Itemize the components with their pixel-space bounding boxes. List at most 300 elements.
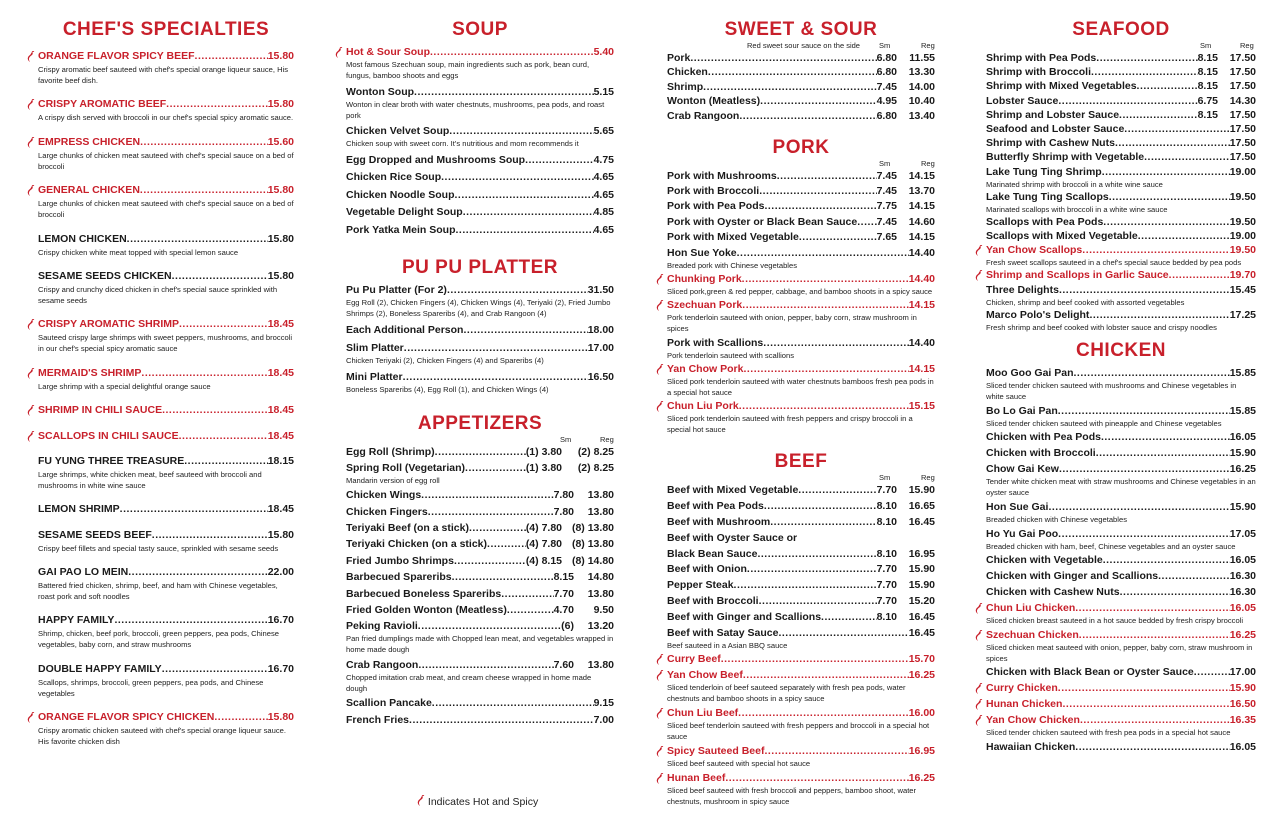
item-name: Each Additional Person [346,323,464,336]
dot-leader [525,153,593,167]
dot-leader [140,183,268,197]
soup-list [346,45,614,237]
item-line [986,243,1256,257]
dot-leader [1048,500,1229,514]
item-name: Pepper Steak [667,579,734,592]
dot-leader [179,317,268,331]
dot-leader [721,652,909,666]
menu-item [667,668,935,704]
item-name: DOUBLE HAPPY FAMILY [38,662,162,675]
chili-icon [974,269,983,281]
menu-item [346,521,614,535]
item-price-regular: 15.15 [908,400,935,413]
item-line [667,109,935,123]
item-name: Szechuan Pork [667,299,743,312]
dot-leader [501,587,553,601]
item-line [986,404,1256,418]
dot-leader [1119,108,1198,122]
menu-item [346,205,614,219]
chili-icon [655,745,664,757]
item-name: Hon Sue Gai [986,500,1049,513]
item-line [38,565,294,579]
dot-leader [179,429,268,443]
menu-item [667,499,935,513]
menu-item [667,594,935,608]
item-price: 17.00 [1229,666,1256,679]
item-price-regular: (2) 8.25 [577,445,614,458]
item-price-regular: 9.50 [593,604,614,617]
item-name: Lobster Sauce [986,94,1059,107]
item-name: Pu Pu Platter (For 2) [346,283,447,296]
item-name: MERMAID'S SHRIMP [38,366,142,379]
item-price-regular: 17.50 [1229,137,1256,150]
dot-leader [1059,462,1230,476]
item-price-small: (1) 3.80 [525,461,562,474]
dot-leader [447,283,588,297]
menu-item [986,136,1256,150]
item-line [667,298,935,312]
dot-leader [1109,190,1230,204]
item-price-regular: 13.70 [908,184,935,197]
dot-leader [1091,65,1198,79]
item-line [986,500,1256,514]
dot-leader [195,49,268,63]
menu-item [346,445,614,459]
item-line [346,205,614,219]
dot-leader [1059,283,1230,297]
menu-item [667,246,935,271]
item-line [986,65,1256,79]
item-line [986,665,1256,679]
chili-icon [974,698,983,710]
dot-leader [1158,569,1230,583]
item-name: Beef with Mixed Vegetable [667,484,799,497]
item-line [986,553,1256,567]
menu-item [38,502,294,516]
section-title-pupu: PU PU PLATTER [401,256,559,278]
item-description: Large chunks of chicken meat sauteed with chef's special sauce on a bed of broccoli [38,199,294,220]
item-line [986,94,1256,108]
item-name: Shrimp and Scallops in Garlic Sauce [986,269,1169,282]
menu-item [667,515,935,529]
item-description: Breaded chicken with ham, beef, Chinese vegetables and an oyster sauce [986,541,1236,551]
item-price: 15.90 [1229,682,1256,695]
item-description: Wonton in clear broth with water chestnuts, mushrooms, pea pods, and roast pork [346,99,605,120]
item-name: Chicken with Vegetable [986,554,1103,567]
menu-item [38,565,294,602]
item-description: Chicken Teriyaki (2), Chicken Fingers (4) and Spareribs (4) [346,355,544,365]
menu-item [667,610,935,624]
menu-item [38,403,294,417]
dot-leader [1120,585,1230,599]
item-price-regular: 14.15 [908,363,935,376]
menu-item [38,662,294,699]
item-description: Sliced tender chicken sauteed with mushrooms and Chinese vegetables in white sauce [986,380,1237,401]
item-line [667,246,935,260]
menu-item [38,613,294,650]
item-description: Sliced pork,green & red pepper, cabbage, and bamboo shoots in a spicy sauce [667,286,933,296]
item-description: Sliced chicken breast sauteed in a hot sauce bedded by fresh crispy broccoli [986,615,1244,625]
menu-item [986,308,1256,333]
reg-label: Reg [1240,41,1254,50]
item-name: Scallops with Pea Pods [986,215,1104,228]
chili-icon [26,367,35,379]
item-name: Lake Tung Ting Scallops [986,190,1109,203]
section-title-pork: PORK [772,136,830,158]
item-line [667,169,935,183]
menu-item [986,446,1256,460]
item-price-regular: 16.25 [908,669,935,682]
item-description: Sliced pork tenderloin sauteed with fresh peppers and crispy broccoli in a special hot sauce [667,414,913,435]
item-name: GENERAL CHICKEN [38,184,140,197]
item-line [346,85,614,99]
item-price-small: (6) [561,620,574,633]
item-price-small: 7.60 [553,658,574,671]
chili-icon [416,796,425,808]
sm-label: Sm [879,41,891,50]
legend-text: Indicates Hot and Spicy [427,796,539,808]
chili-icon [974,602,983,614]
pork-size-header [667,159,935,169]
menu-item [38,528,294,554]
item-price: 17.00 [587,341,614,354]
item-name: Hon Sue Yoke [667,246,737,259]
item-line [346,445,614,459]
section-title-seafood: SEAFOOD [1072,19,1170,40]
item-name: Peking Ravioli [346,620,418,633]
item-line [346,587,614,601]
item-line [346,461,614,475]
item-price-small: 8.10 [876,500,897,513]
dot-leader [763,336,908,350]
item-description: Sliced tenderloin of beef sauteed separately with fresh pea pods, water chestnuts and bamboo shoots in a spicy sauce [667,683,906,704]
item-price-small: 6.75 [1197,94,1218,107]
item-line [986,150,1256,164]
dot-leader [764,199,876,213]
dot-leader [1062,697,1229,711]
item-description: Boneless Spareribs (4), Egg Roll (1), and Chicken Wings (4) [346,384,549,394]
item-description: Chicken, shrimp and beef cooked with assorted vegetables [986,297,1185,307]
item-line [38,528,294,542]
item-line [38,502,294,516]
menu-item [346,696,614,710]
menu-item [346,85,614,121]
item-price-regular: 19.70 [1229,269,1256,282]
dot-leader [734,578,877,592]
menu-item [986,283,1256,308]
item-line [986,136,1256,150]
item-line [667,80,935,94]
dot-leader [1058,94,1197,108]
item-price-regular: 19.50 [1229,215,1256,228]
menu-item [986,500,1256,525]
chili-icon [974,682,983,694]
dot-leader [759,184,876,198]
menu-item [667,199,935,213]
item-price-regular: 16.95 [908,744,935,757]
item-name: Scallion Pancake [346,697,432,710]
item-line [667,230,935,244]
item-price-regular: 14.15 [908,231,935,244]
item-price-small: 8.15 [1197,108,1218,121]
item-description: Crispy aromatic beef sauteed with chef's special orange liqueur sauce, His favorite beef dish. [38,65,289,85]
item-name: Pork with Pea Pods [667,200,765,213]
item-price-small: 6.80 [876,66,897,79]
item-name: Chicken [667,66,708,79]
item-price: 16.05 [1229,554,1256,567]
dot-leader [777,169,877,183]
item-description: Large chunks of chicken meat sauteed with chef's special sauce on a bed of broccoli [38,150,294,171]
item-line [346,713,614,727]
menu-item [346,570,614,584]
item-name: Bo Lo Gai Pan [986,404,1058,417]
item-price-regular: 14.40 [908,246,935,259]
item-name: Teriyaki Chicken (on a stick) [346,538,488,551]
item-price: 15.85 [1229,366,1256,379]
item-line [38,366,294,380]
dot-leader [742,272,909,286]
dot-leader [418,658,553,672]
item-line [346,554,614,568]
menu-item [986,585,1256,599]
dot-leader [162,662,268,676]
menu-item [346,619,614,655]
item-price-regular: 14.60 [908,215,935,228]
item-name: Scallops with Mixed Vegetable [986,230,1138,243]
item-name: GAI PAO LO MEIN [38,566,129,579]
item-name: Pork with Mixed Vegetable [667,231,799,244]
item-description: Pork tenderloin sauteed with scallions [667,350,795,360]
item-price-regular: 14.80 [587,571,614,584]
item-line [986,628,1256,642]
item-description: Crispy and crunchy diced chicken in chef's special sauce sprinkled with sesame seeds [38,284,278,305]
menu-item [38,317,294,354]
item-price-regular: 7.00 [593,713,614,726]
item-price-small: 6.80 [876,52,897,64]
dot-leader [1096,51,1197,65]
item-line [986,601,1256,615]
item-description: Sliced chicken meat sauteed with onion, pepper, baby corn, straw mushroom in spices [986,642,1253,663]
dot-leader [463,205,594,219]
item-name: Beef with Mushroom [667,516,771,529]
dot-leader [455,188,594,202]
item-line [986,108,1256,122]
item-description: Sliced beef sauteed with fresh broccoli and peppers, bamboo shoot, water chestnuts, mushroom in spicy sauce [667,785,917,806]
item-price-regular: 16.65 [908,500,935,513]
menu-item [667,215,935,229]
item-line [346,505,614,519]
item-price-small: 8.15 [553,571,574,584]
item-name: Chicken with Pea Pods [986,431,1101,444]
reg-label: Reg [921,473,935,483]
section-title-appetizers: APPETIZERS [417,412,543,434]
dot-leader [507,603,554,617]
reg-label: Reg [600,434,614,444]
column-1 [38,0,294,828]
item-name: Hunan Beef [667,771,726,784]
column-3 [667,0,935,828]
item-price-regular: 15.90 [908,484,935,497]
item-name: Chicken Wings [346,489,422,502]
chili-icon [26,136,35,148]
item-line [986,462,1256,476]
item-price-regular: 19.00 [1229,230,1256,243]
item-line [346,696,614,710]
item-name: Pork [667,52,691,64]
dot-leader [1144,150,1230,164]
item-name: Black Bean Sauce [667,547,758,560]
item-name: SHRIMP IN CHILI SAUCE [38,404,163,417]
item-name: Yan Chow Pork [667,363,744,376]
item-price-regular: 15.90 [908,579,935,592]
menu-item [986,243,1256,268]
menu-item [346,188,614,202]
menu-item [667,109,935,123]
menu-item [667,94,935,108]
dot-leader [1058,404,1230,418]
item-description: Crispy chicken white meat topped with special lemon sauce [38,247,239,257]
chili-icon [974,714,983,726]
menu-item [667,399,935,435]
item-price-small: (1) 3.80 [525,445,562,458]
item-price-regular: (8) 13.80 [571,522,614,535]
item-line [667,51,935,65]
dot-leader [1058,681,1230,695]
menu-item [667,578,935,592]
item-price-small: 8.10 [876,610,897,623]
item-description: Sauteed crispy large shrimps with sweet peppers, mushrooms, and broccoli in our chef's special spicy aromatic sauce [38,333,293,354]
item-line [986,740,1256,754]
item-name: Spicy Sauteed Beef [667,744,765,757]
dot-leader [747,562,877,576]
dot-leader [1102,165,1230,179]
section-title-chefs: CHEF'S SPECIALTIES [62,19,270,40]
dot-leader [432,696,594,710]
item-line [38,97,294,111]
item-description: Fresh shrimp and beef cooked with lobster sauce and crispy noodles [986,322,1217,332]
item-price-regular: 14.15 [908,169,935,182]
menu-item [667,483,935,497]
column-4 [986,0,1256,828]
item-price-regular: 13.80 [587,505,614,518]
dot-leader [1089,308,1229,322]
item-name: Moo Goo Gai Pan [986,366,1074,379]
chili-icon [655,273,664,285]
item-line [346,658,614,672]
item-price: 15.85 [1229,404,1256,417]
chili-icon [26,430,35,442]
item-price: 18.45 [267,318,294,331]
dot-leader [454,554,526,568]
dot-leader [770,515,876,529]
item-price: 17.05 [1229,527,1256,540]
item-price-regular: (8) 13.80 [571,538,614,551]
item-name: Chunking Pork [667,272,742,285]
menu-item [986,697,1256,711]
item-price-regular: 15.20 [908,595,935,608]
item-name: Egg Dropped and Mushrooms Soup [346,153,526,166]
item-name: Shrimp [667,80,704,93]
item-name: Chicken Velvet Soup [346,125,450,137]
chicken-list [986,366,1256,754]
item-price-regular: 16.45 [908,516,935,529]
chili-icon [26,711,35,723]
dot-leader [162,403,268,417]
item-name: Shrimp with Mixed Vegetables [986,80,1137,93]
item-price-regular: 14.40 [908,272,935,285]
menu-item [346,658,614,694]
item-description: Large shrimp with a special delightful orange sauce [38,381,211,391]
menu-item [667,184,935,198]
dot-leader [469,521,526,535]
menu-item [346,461,614,486]
item-price-regular: 14.30 [1229,94,1256,107]
item-price: 15.80 [267,184,294,197]
item-price-regular: 17.50 [1229,80,1256,93]
dot-leader [703,80,876,94]
item-name: Chicken Rice Soup [346,171,442,183]
dot-leader [708,65,877,79]
item-description: Mandarin version of egg roll [346,475,440,485]
chili-icon [334,46,343,58]
item-price-small: 7.45 [876,169,897,182]
menu-item [346,370,614,395]
column-2 [346,0,614,828]
item-name: Shrimp and Lobster Sauce [986,108,1120,121]
item-line [667,562,935,576]
item-description: Pan fried dumplings made with Chopped lean meat, and vegetables wrapped in home made dough [346,634,614,655]
item-name: Barbecued Boneless Spareribs [346,587,502,600]
item-name: Pork with Scallions [667,336,764,349]
item-description: Sliced pork tenderloin sauteed with water chestnuts bamboos fresh pea pods in a special hot sauce [667,377,934,398]
menu-item [38,232,294,258]
menu-item [346,554,614,568]
item-price-small: 4.95 [876,95,897,108]
item-line [346,603,614,617]
dot-leader [114,613,267,627]
dot-leader [441,170,593,184]
dot-leader [1080,713,1230,727]
dot-leader [1074,366,1230,380]
item-price: 16.70 [267,662,294,675]
item-line [667,336,935,350]
item-price-regular: 19.00 [1229,165,1256,178]
item-price: 16.35 [1229,713,1256,726]
section-title-beef: BEEF [774,451,828,473]
menu-item [38,183,294,220]
item-description: Chopped imitation crab meat, and cream cheese wrapped in home made dough [346,672,592,693]
item-description: Crispy aromatic chicken sauteed with chef's special orange liqueur sauce. His favorite chicken dish [38,726,286,747]
item-name: Fried Jumbo Shrimps [346,554,454,567]
item-line [38,135,294,149]
item-name: Barbecued Spareribs [346,571,452,584]
menu-item [986,65,1256,79]
item-description: Marinated scallops with broccoli in a white wine sauce [986,204,1168,214]
item-line [667,578,935,592]
pupu-list [346,283,614,395]
menu-item [986,404,1256,429]
item-price: 16.05 [1229,601,1256,614]
item-name: Beef with Ginger and Scallions [667,610,822,623]
item-price-small: 7.70 [876,579,897,592]
item-price: 5.15 [593,85,614,98]
item-description: Large shrimps, white chicken meat, beef sauteed with broccoli and mushrooms in white wine sauce [38,469,262,490]
item-price-small: 6.80 [876,109,897,122]
item-name: Seafood and Lobster Sauce [986,122,1125,135]
menu-item [986,268,1256,282]
menu-item [667,80,935,94]
item-price-regular: 13.80 [587,489,614,502]
